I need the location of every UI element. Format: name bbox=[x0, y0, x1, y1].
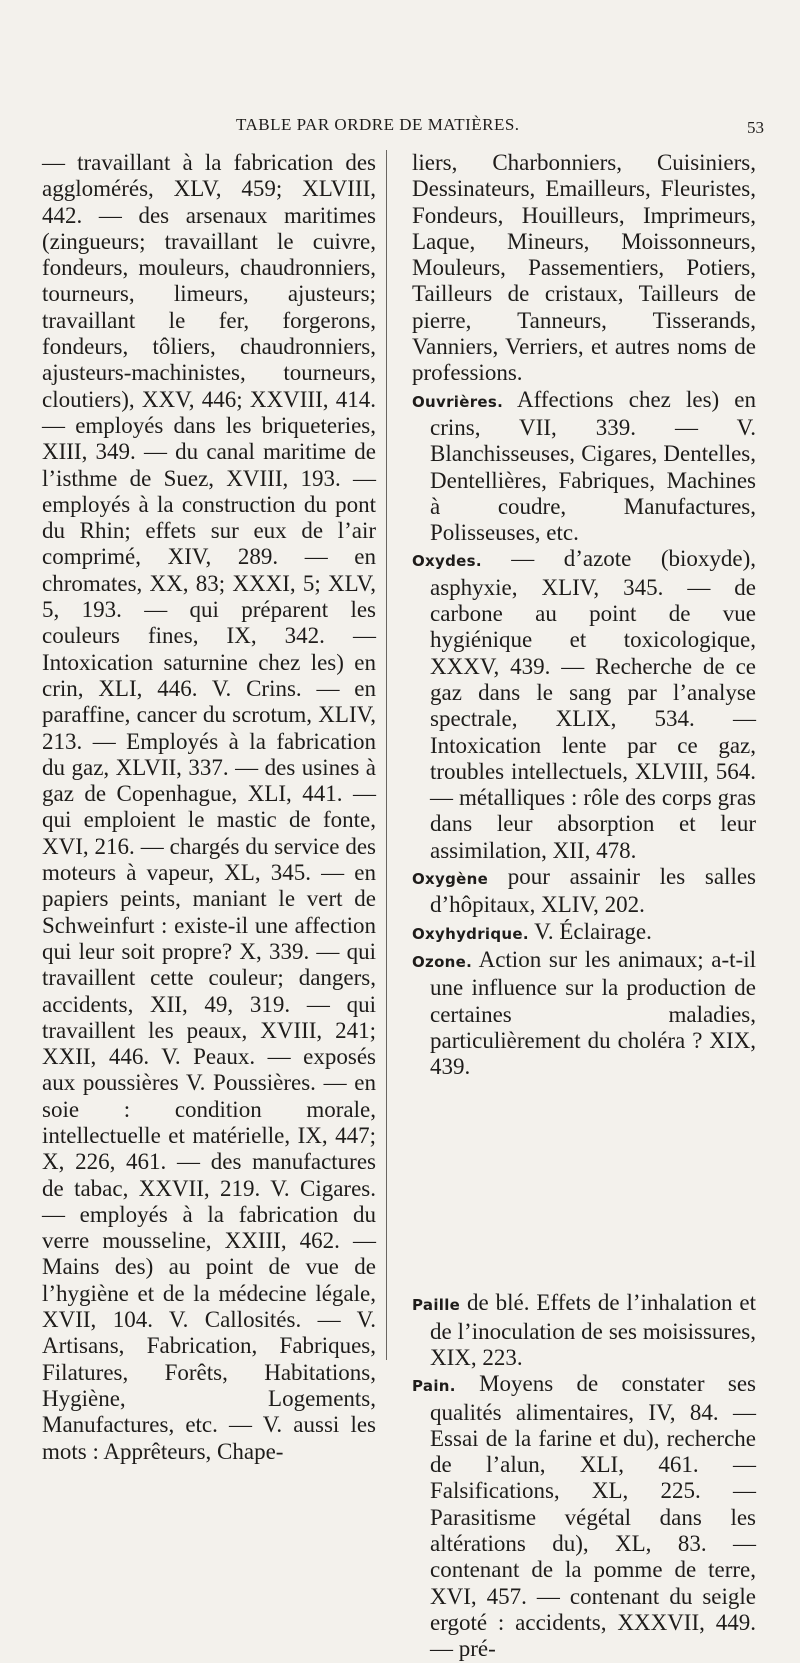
entry-text: — d’azote (bioxyde), asphyxie, XLIV, 345. — de carbone au point de vue hygiénique et toxicologique, XXXV, 439. — Recherche de ce gaz dans le sang par l’analyse spectrale, XLIX, 534. — Intoxication lente par ce gaz, troubles intellectuels, XLVIII, 564. — métalliques : rôle des corps gras dans leur absorption et leur assimilation, XII, 478. bbox=[430, 546, 756, 863]
index-entry-oxygene bbox=[412, 864, 756, 919]
entry-headword: Pain. bbox=[412, 1377, 456, 1396]
index-entry-ouvrieres bbox=[412, 387, 756, 547]
running-title: TABLE PAR ORDRE DE MATIÈRES. bbox=[236, 115, 520, 134]
entry-text: pour assainir les salles d’hôpitaux, XLIV, 202. bbox=[430, 864, 756, 918]
index-entry-pain bbox=[412, 1371, 756, 1662]
index-entry-oxyhydrique bbox=[412, 919, 756, 947]
entry-text: Affections chez les) en crins, VII, 339. — V. Blanchisseuses, Cigares, Dentelles, Dentellières, Fabriques, Machines à coudre, Manufactures, Polisseuses, etc. bbox=[430, 386, 756, 546]
index-entry-oxydes bbox=[412, 546, 756, 864]
index-entry-ozone bbox=[412, 947, 756, 1080]
entry-text: Moyens de constater ses qualités alimentaires, IV, 84. — Essai de la farine et du), recherche de l’alun, XLI, 461. — Falsifications, XL, 225. — Parasitisme végétal dans les altérations du), XL, 83. — contenant de la pomme de terre, XVI, 457. — contenant du seigle ergoté : accidents, XXXVII, 449. — pré- bbox=[430, 1371, 756, 1662]
column-divider bbox=[386, 150, 387, 1360]
left-column bbox=[42, 150, 376, 1465]
entry-headword: Paille bbox=[412, 1296, 461, 1315]
entry-headword: Ouvrières. bbox=[412, 392, 504, 411]
entry-text: de blé. Effets de l’inhalation et de l’inoculation de ses moisissures, XIX, 223. bbox=[430, 1290, 756, 1370]
index-entry-paille bbox=[412, 1290, 756, 1371]
entry-headword: Oxygène bbox=[412, 870, 489, 889]
entry-headword: Oxyhydrique. bbox=[412, 924, 529, 943]
entry-text: V. Éclairage. bbox=[534, 918, 652, 944]
blank-gap bbox=[412, 1080, 756, 1290]
entry-text: Action sur les animaux; a-t-il une influence sur la production de certaines maladies, particulièrement du choléra ? XIX, 439. bbox=[430, 946, 756, 1080]
continuation-text: liers, Charbonniers, Cuisiniers, Dessinateurs, Emailleurs, Fleuristes, Fondeurs, Houilleurs, Imprimeurs, Laque, Mineurs, Moissonneurs, Mouleurs, Passementiers, Potiers, Tailleurs de cristaux, Tailleurs de pierre, Tanneurs, Tisserands, Vanniers, Verriers, et autres noms de professions. bbox=[412, 150, 756, 386]
entry-headword: Ozone. bbox=[412, 952, 473, 971]
left-column-text: — travaillant à la fabrication des agglomérés, XLV, 459; XLVIII, 442. — des arsenaux maritimes (zingueurs; travaillant le cuivre, fondeurs, mouleurs, chaudronniers, tourneurs, limeurs, ajusteurs; travaillant le fer, forgerons, fondeurs, tôliers, chaudronniers, ajusteurs-machinistes, tourneurs, cloutiers), XXV, 446; XXVIII, 414. — employés dans les briqueteries, XIII, 349. — du canal maritime de l’isthme de Suez, XVIII, 193. — employés à la construction du pont du Rhin; effets sur eux de l’air comprimé, XIV, 289. — en chromates, XX, 83; XXXI, 5; XLV, 5, 193. — qui préparent les couleurs fines, IX, 342. — Intoxication saturnine chez les) en crin, XLI, 446. V. Crins. — en paraffine, cancer du scrotum, XLIV, 213. — Employés à la fabrication du gaz, XLVII, 337. — des usines à gaz de Copenhague, XLI, 441. — qui emploient le mastic de fonte, XVI, 216. — chargés du service des moteurs à vapeur, XL, 345. — en papiers peints, maniant le vert de Schweinfurt : existe-il une affection qui leur soit propre? X, 339. — qui travaillent cette couleur; dangers, accidents, XII, 49, 319. — qui travaillent les peaux, XVIII, 241; XXII, 446. V. Peaux. — exposés aux poussières V. Poussières. — en soie : condition morale, intellectuelle et matérielle, IX, 447; X, 226, 461. — des manufactures de tabac, XXVII, 219. V. Cigares. — employés à la fabrication du verre mousseline, XXIII, 462. — Mains des) au point de vue de l’hygiène et de la médecine légale, XVII, 104. V. Callosités. — V. Artisans, Fabrication, Fabriques, Filatures, Forêts, Habitations, Hygiène, Logements, Manufactures, etc. — V. aussi les mots : Apprêteurs, Chape- bbox=[42, 150, 376, 1464]
page-number: 53 bbox=[747, 118, 764, 137]
entry-headword: Oxydes. bbox=[412, 552, 482, 571]
right-column bbox=[412, 150, 756, 1663]
